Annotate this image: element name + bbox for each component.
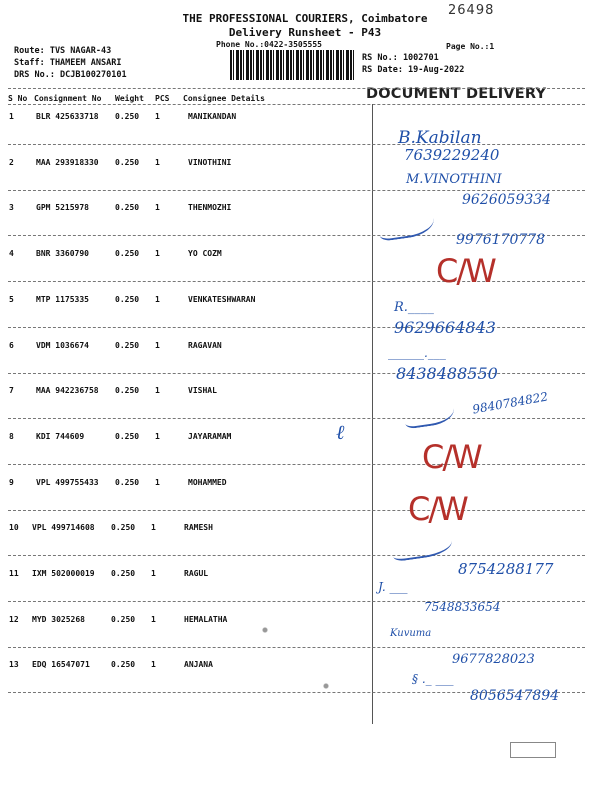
handwritten-name: B.Kabilan xyxy=(398,128,482,148)
row-pcs: 1 xyxy=(155,477,160,487)
handwritten-name: R.____ xyxy=(394,300,434,315)
row-consignee: HEMALATHA xyxy=(184,614,228,624)
row-consignment-no: VDM 1036674 xyxy=(36,340,89,350)
col-consignment: Consignment No xyxy=(34,94,102,103)
signature xyxy=(402,395,455,430)
row-sno: 12 xyxy=(9,614,19,624)
handwritten-name: ______.___ xyxy=(388,346,446,360)
row-weight: 0.250 xyxy=(115,477,140,487)
company-title: THE PROFESSIONAL COURIERS, Coimbatore xyxy=(182,12,428,25)
row-weight: 0.250 xyxy=(115,112,140,121)
row-weight: 0.250 xyxy=(115,294,140,304)
row-weight: 0.250 xyxy=(115,249,140,259)
signature xyxy=(390,528,453,562)
row-sno: 9 xyxy=(9,477,14,487)
row-sno: 13 xyxy=(9,660,19,670)
row-divider xyxy=(8,647,585,648)
divider xyxy=(8,104,585,105)
row-consignee: THENMOZHI xyxy=(188,203,232,213)
row-sno: 4 xyxy=(9,249,14,259)
handwritten-name: § ._ ___ xyxy=(412,672,454,686)
handwritten-reference-number: 26498 xyxy=(448,3,495,18)
barcode xyxy=(230,50,356,80)
row-pcs: 1 xyxy=(151,660,156,670)
phone-number: Phone No.:0422-3505555 xyxy=(216,40,322,49)
drs-number: DRS No.: DCJB100270101 xyxy=(14,70,127,80)
page-number: Page No.:1 xyxy=(446,42,495,51)
handwritten-cw-mark: C/W xyxy=(436,252,495,290)
handwritten-phone: 8754288177 xyxy=(458,560,554,578)
row-pcs: 1 xyxy=(151,614,156,624)
row-sno: 3 xyxy=(9,203,14,213)
row-weight: 0.250 xyxy=(115,386,140,396)
handwritten-phone: 9976170778 xyxy=(456,232,546,248)
row-consignee: YO COZM xyxy=(188,249,222,259)
handwritten-name: M.VINOTHINI xyxy=(406,172,502,187)
row-pcs: 1 xyxy=(155,340,160,350)
row-sno: 11 xyxy=(9,569,19,578)
row-consignee: MOHAMMED xyxy=(188,477,227,487)
ink-smudge xyxy=(316,676,336,696)
handwritten-name: Kuvuma xyxy=(390,628,432,639)
row-consignee: RAMESH xyxy=(184,523,213,533)
handwritten-cw-mark: C/W xyxy=(422,438,481,476)
row-consignee: VINOTHINI xyxy=(188,157,232,167)
row-sno: 5 xyxy=(9,294,14,304)
document-header xyxy=(150,12,460,40)
row-divider xyxy=(8,464,585,465)
col-sno: S No xyxy=(8,94,28,103)
row-weight: 0.250 xyxy=(115,431,140,441)
row-consignment-no: MTP 1175335 xyxy=(36,294,89,304)
row-consignment-no: GPM 5215978 xyxy=(36,203,89,213)
row-sno: 10 xyxy=(9,523,19,533)
row-pcs: 1 xyxy=(155,157,160,167)
row-pcs: 1 xyxy=(155,249,160,259)
handwritten-phone: 9626059334 xyxy=(462,192,552,208)
row-pcs: 1 xyxy=(155,386,160,396)
row-consignee: RAGUL xyxy=(184,569,209,578)
rs-number: RS No.: 1002701 xyxy=(362,53,439,63)
row-consignee: JAYARAMAM xyxy=(188,431,232,441)
row-weight: 0.250 xyxy=(111,614,136,624)
handwritten-phone: 8438488550 xyxy=(396,364,498,383)
handwritten-phone: 7639229240 xyxy=(404,146,500,164)
col-consignee: Consignee Details xyxy=(183,94,265,103)
row-consignee: ANJANA xyxy=(184,660,213,670)
row-weight: 0.250 xyxy=(115,157,140,167)
row-pcs: 1 xyxy=(155,294,160,304)
row-weight: 0.250 xyxy=(115,340,140,350)
row-consignment-no: MAA 942236758 xyxy=(36,386,99,396)
col-weight: Weight xyxy=(115,94,144,103)
handwritten-phone: 9840784822 xyxy=(471,389,549,417)
row-consignment-no: VPL 499755433 xyxy=(36,477,99,487)
row-divider xyxy=(8,555,585,556)
row-consignment-no: KDI 744609 xyxy=(36,431,85,441)
row-sno: 8 xyxy=(9,431,14,441)
runsheet-title: Delivery Runsheet - P43 xyxy=(228,26,382,39)
row-consignee: RAGAVAN xyxy=(188,340,222,350)
ink-smudge xyxy=(250,620,280,640)
signature-column-line xyxy=(372,104,373,724)
row-weight: 0.250 xyxy=(111,660,136,670)
row-divider xyxy=(8,144,585,145)
row-pcs: 1 xyxy=(151,569,156,578)
row-divider xyxy=(8,281,585,282)
row-sno: 6 xyxy=(9,340,14,350)
row-divider xyxy=(8,510,585,511)
handwritten-mark: J. ___ xyxy=(378,580,408,594)
handwritten-mark: ℓ xyxy=(336,420,345,444)
row-consignment-no: EDQ 16547071 xyxy=(32,660,90,670)
col-pcs: PCS xyxy=(155,94,170,103)
handwritten-phone: 9629664843 xyxy=(394,318,496,337)
row-consignee: VISHAL xyxy=(188,386,217,396)
row-sno: 2 xyxy=(9,157,14,167)
row-divider xyxy=(8,373,585,374)
row-pcs: 1 xyxy=(155,112,160,121)
document-delivery-stamp: DOCUMENT DELIVERY xyxy=(366,86,547,102)
row-divider xyxy=(8,190,585,191)
row-consignment-no: IXM 502000019 xyxy=(32,569,95,578)
row-pcs: 1 xyxy=(151,523,156,533)
handwritten-phone: 9677828023 xyxy=(452,652,535,667)
row-weight: 0.250 xyxy=(111,569,136,578)
handwritten-cw-mark: C/W xyxy=(408,490,467,528)
divider xyxy=(8,88,585,89)
handwritten-phone: 8056547894 xyxy=(470,688,560,704)
row-consignment-no: BLR 425633718 xyxy=(36,112,99,121)
handwritten-phone: 7548833654 xyxy=(424,600,501,614)
rs-date: RS Date: 19-Aug-2022 xyxy=(362,65,465,75)
row-weight: 0.250 xyxy=(115,203,140,213)
staff-label: Staff: THAMEEM ANSARI xyxy=(14,58,122,68)
row-divider xyxy=(8,327,585,328)
empty-stamp-box xyxy=(510,742,556,758)
row-pcs: 1 xyxy=(155,431,160,441)
row-consignment-no: BNR 3360790 xyxy=(36,249,89,259)
row-weight: 0.250 xyxy=(111,523,136,533)
row-sno: 7 xyxy=(9,386,14,396)
row-consignment-no: MAA 293918330 xyxy=(36,157,99,167)
route-label: Route: TVS NAGAR-43 xyxy=(14,46,112,56)
row-consignee: MANIKANDAN xyxy=(188,112,237,121)
row-consignment-no: VPL 499714608 xyxy=(32,523,95,533)
row-consignee: VENKATESHWARAN xyxy=(188,294,256,304)
row-sno: 1 xyxy=(9,112,14,121)
row-pcs: 1 xyxy=(155,203,160,213)
row-divider xyxy=(8,418,585,419)
row-consignment-no: MYD 3025268 xyxy=(32,614,85,624)
